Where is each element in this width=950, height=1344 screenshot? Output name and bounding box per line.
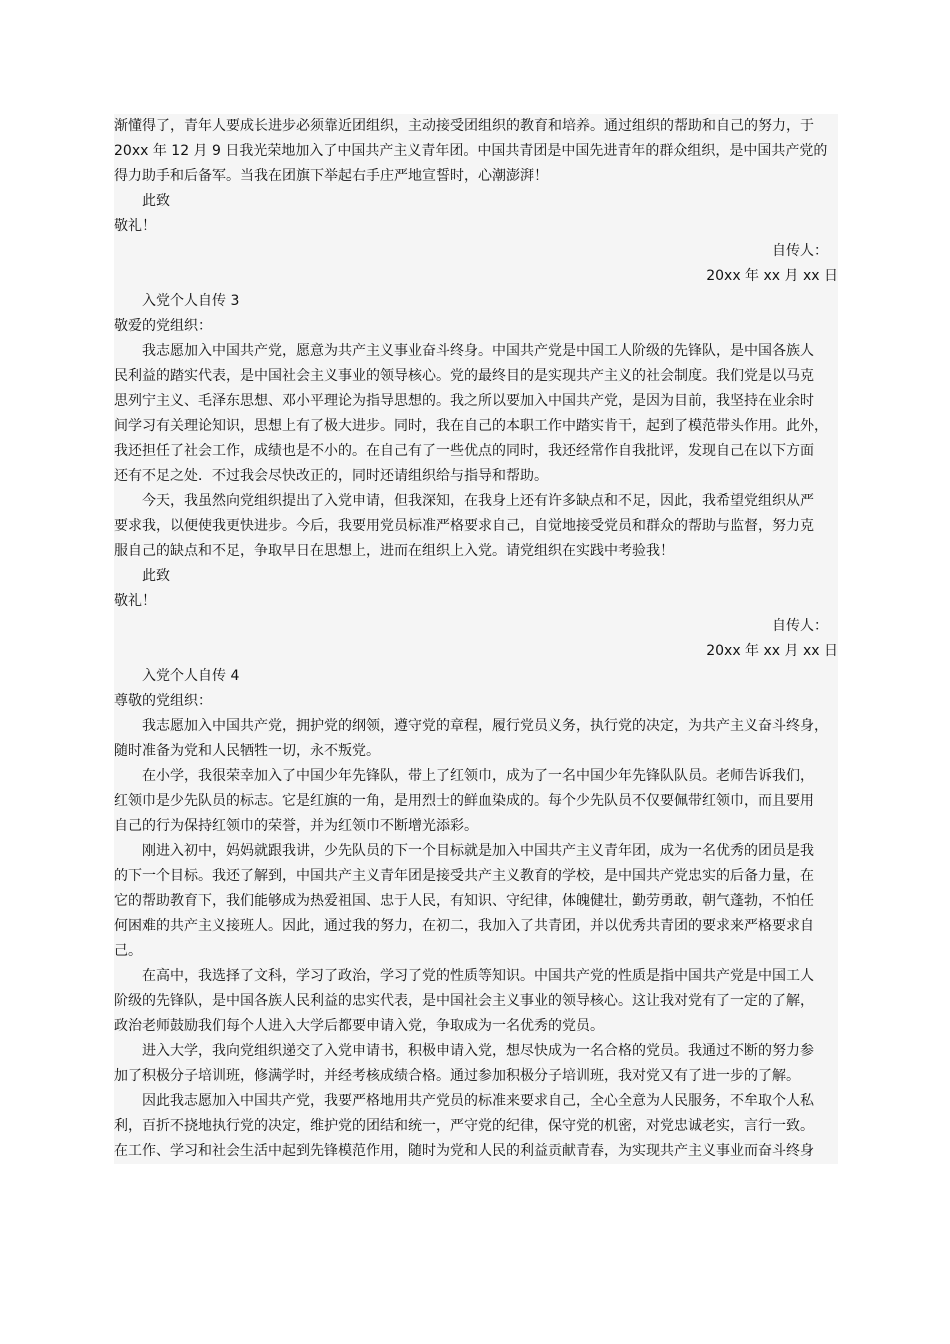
paragraph-line: 我志愿加入中国共产党，愿意为共产主义事业奋斗终身。中国共产党是中国工人阶级的先锋队，是中国各族人 — [114, 339, 838, 364]
salute: 敬礼！ — [114, 214, 838, 239]
paragraph-line: 要求我，以便使我更快进步。今后，我要用党员标准严格要求自己，自觉地接受党员和群众的帮助与监督，努力克 — [114, 514, 838, 539]
paragraph-line: 间学习有关理论知识，思想上有了极大进步。同时，我在自己的本职工作中踏实肯干，起到了模范带头作用。此外， — [114, 414, 838, 439]
paragraph-line: 它的帮助教育下，我们能够成为热爱祖国、忠于人民，有知识、守纪律，体魄健壮，勤劳勇敢，朝气蓬勃，不怕任 — [114, 889, 838, 914]
paragraph-line: 还有不足之处．不过我会尽快改正的，同时还请组织给与指导和帮助。 — [114, 464, 838, 489]
paragraph-line: 服自己的缺点和不足，争取早日在思想上，进而在组织上入党。请党组织在实践中考验我！ — [114, 539, 838, 564]
paragraph-line: 利，百折不挠地执行党的决定，维护党的团结和统一，严守党的纪律，保守党的机密，对党忠诚老实，言行一致。 — [114, 1114, 838, 1139]
paragraph-line: 何困难的共产主义接班人。因此，通过我的努力，在初二，我加入了共青团，并以优秀共青团的要求来严格要求自 — [114, 914, 838, 939]
paragraph-line: 进入大学，我向党组织递交了入党申请书，积极申请入党，想尽快成为一名合格的党员。我通过不断的努力参 — [114, 1039, 838, 1064]
paragraph-line: 渐懂得了，青年人要成长进步必须靠近团组织，主动接受团组织的教育和培养。通过组织的帮助和自己的努力，于 — [114, 114, 838, 139]
paragraph-line: 加了积极分子培训班，修满学时，并经考核成绩合格。通过参加积极分子培训班，我对党又有了进一步的了解。 — [114, 1064, 838, 1089]
salute: 敬礼！ — [114, 589, 838, 614]
paragraph-line: 的下一个目标。我还了解到，中国共产主义青年团是接受共产主义教育的学校，是中国共产党忠实的后备力量，在 — [114, 864, 838, 889]
section-title: 入党个人自传 4 — [114, 664, 838, 689]
date-line: 20xx 年 xx 月 xx 日 — [114, 639, 838, 664]
signature-label: 自传人： — [114, 239, 838, 264]
paragraph-line: 在高中，我选择了文科，学习了政治，学习了党的性质等知识。中国共产党的性质是指中国共产党是中国工人 — [114, 964, 838, 989]
greeting: 尊敬的党组织： — [114, 689, 838, 714]
paragraph-line: 政治老师鼓励我们每个人进入大学后都要申请入党，争取成为一名优秀的党员。 — [114, 1014, 838, 1039]
closing-phrase: 此致 — [114, 564, 838, 589]
paragraph-line: 我志愿加入中国共产党，拥护党的纲领，遵守党的章程，履行党员义务，执行党的决定，为共产主义奋斗终身， — [114, 714, 838, 739]
paragraph-line: 20xx 年 12 月 9 日我光荣地加入了中国共产主义青年团。中国共青团是中国先进青年的群众组织，是中国共产党的 — [114, 139, 838, 164]
greeting: 敬爱的党组织： — [114, 314, 838, 339]
paragraph-line: 今天，我虽然向党组织提出了入党申请，但我深知，在我身上还有许多缺点和不足，因此，我希望党组织从严 — [114, 489, 838, 514]
paragraph-line: 在小学，我很荣幸加入了中国少年先锋队，带上了红领巾，成为了一名中国少年先锋队队员。老师告诉我们， — [114, 764, 838, 789]
paragraph-line: 民利益的踏实代表，是中国社会主义事业的领导核心。党的最终目的是实现共产主义的社会制度。我们党是以马克 — [114, 364, 838, 389]
signature-label: 自传人： — [114, 614, 838, 639]
paragraph-line: 随时准备为党和人民牺牲一切，永不叛党。 — [114, 739, 838, 764]
closing-phrase: 此致 — [114, 189, 838, 214]
paragraph-line: 红领巾是少先队员的标志。它是红旗的一角，是用烈士的鲜血染成的。每个少先队员不仅要佩带红领巾，而且要用 — [114, 789, 838, 814]
paragraph-line: 因此我志愿加入中国共产党，我要严格地用共产党员的标准来要求自己，全心全意为人民服务，不牟取个人私 — [114, 1089, 838, 1114]
paragraph-line: 在工作、学习和社会生活中起到先锋模范作用，随时为党和人民的利益贡献青春，为实现共产主义事业而奋斗终身 — [114, 1139, 838, 1164]
paragraph-line: 阶级的先锋队，是中国各族人民利益的忠实代表，是中国社会主义事业的领导核心。这让我对党有了一定的了解， — [114, 989, 838, 1014]
paragraph-line: 我还担任了社会工作，成绩也是不小的。在自己有了一些优点的同时，我还经常作自我批评，发现自己在以下方面 — [114, 439, 838, 464]
date-line: 20xx 年 xx 月 xx 日 — [114, 264, 838, 289]
paragraph-line: 得力助手和后备军。当我在团旗下举起右手庄严地宣誓时，心潮澎湃！ — [114, 164, 838, 189]
section-title: 入党个人自传 3 — [114, 289, 838, 314]
paragraph-line: 自己的行为保持红领巾的荣誉，并为红领巾不断增光添彩。 — [114, 814, 838, 839]
paragraph-line: 刚进入初中，妈妈就跟我讲，少先队员的下一个目标就是加入中国共产主义青年团，成为一名优秀的团员是我 — [114, 839, 838, 864]
paragraph-line: 思列宁主义、毛泽东思想、邓小平理论为指导思想的。我之所以要加入中国共产党，是因为目前，我坚持在业余时 — [114, 389, 838, 414]
paragraph-line: 己。 — [114, 939, 838, 964]
